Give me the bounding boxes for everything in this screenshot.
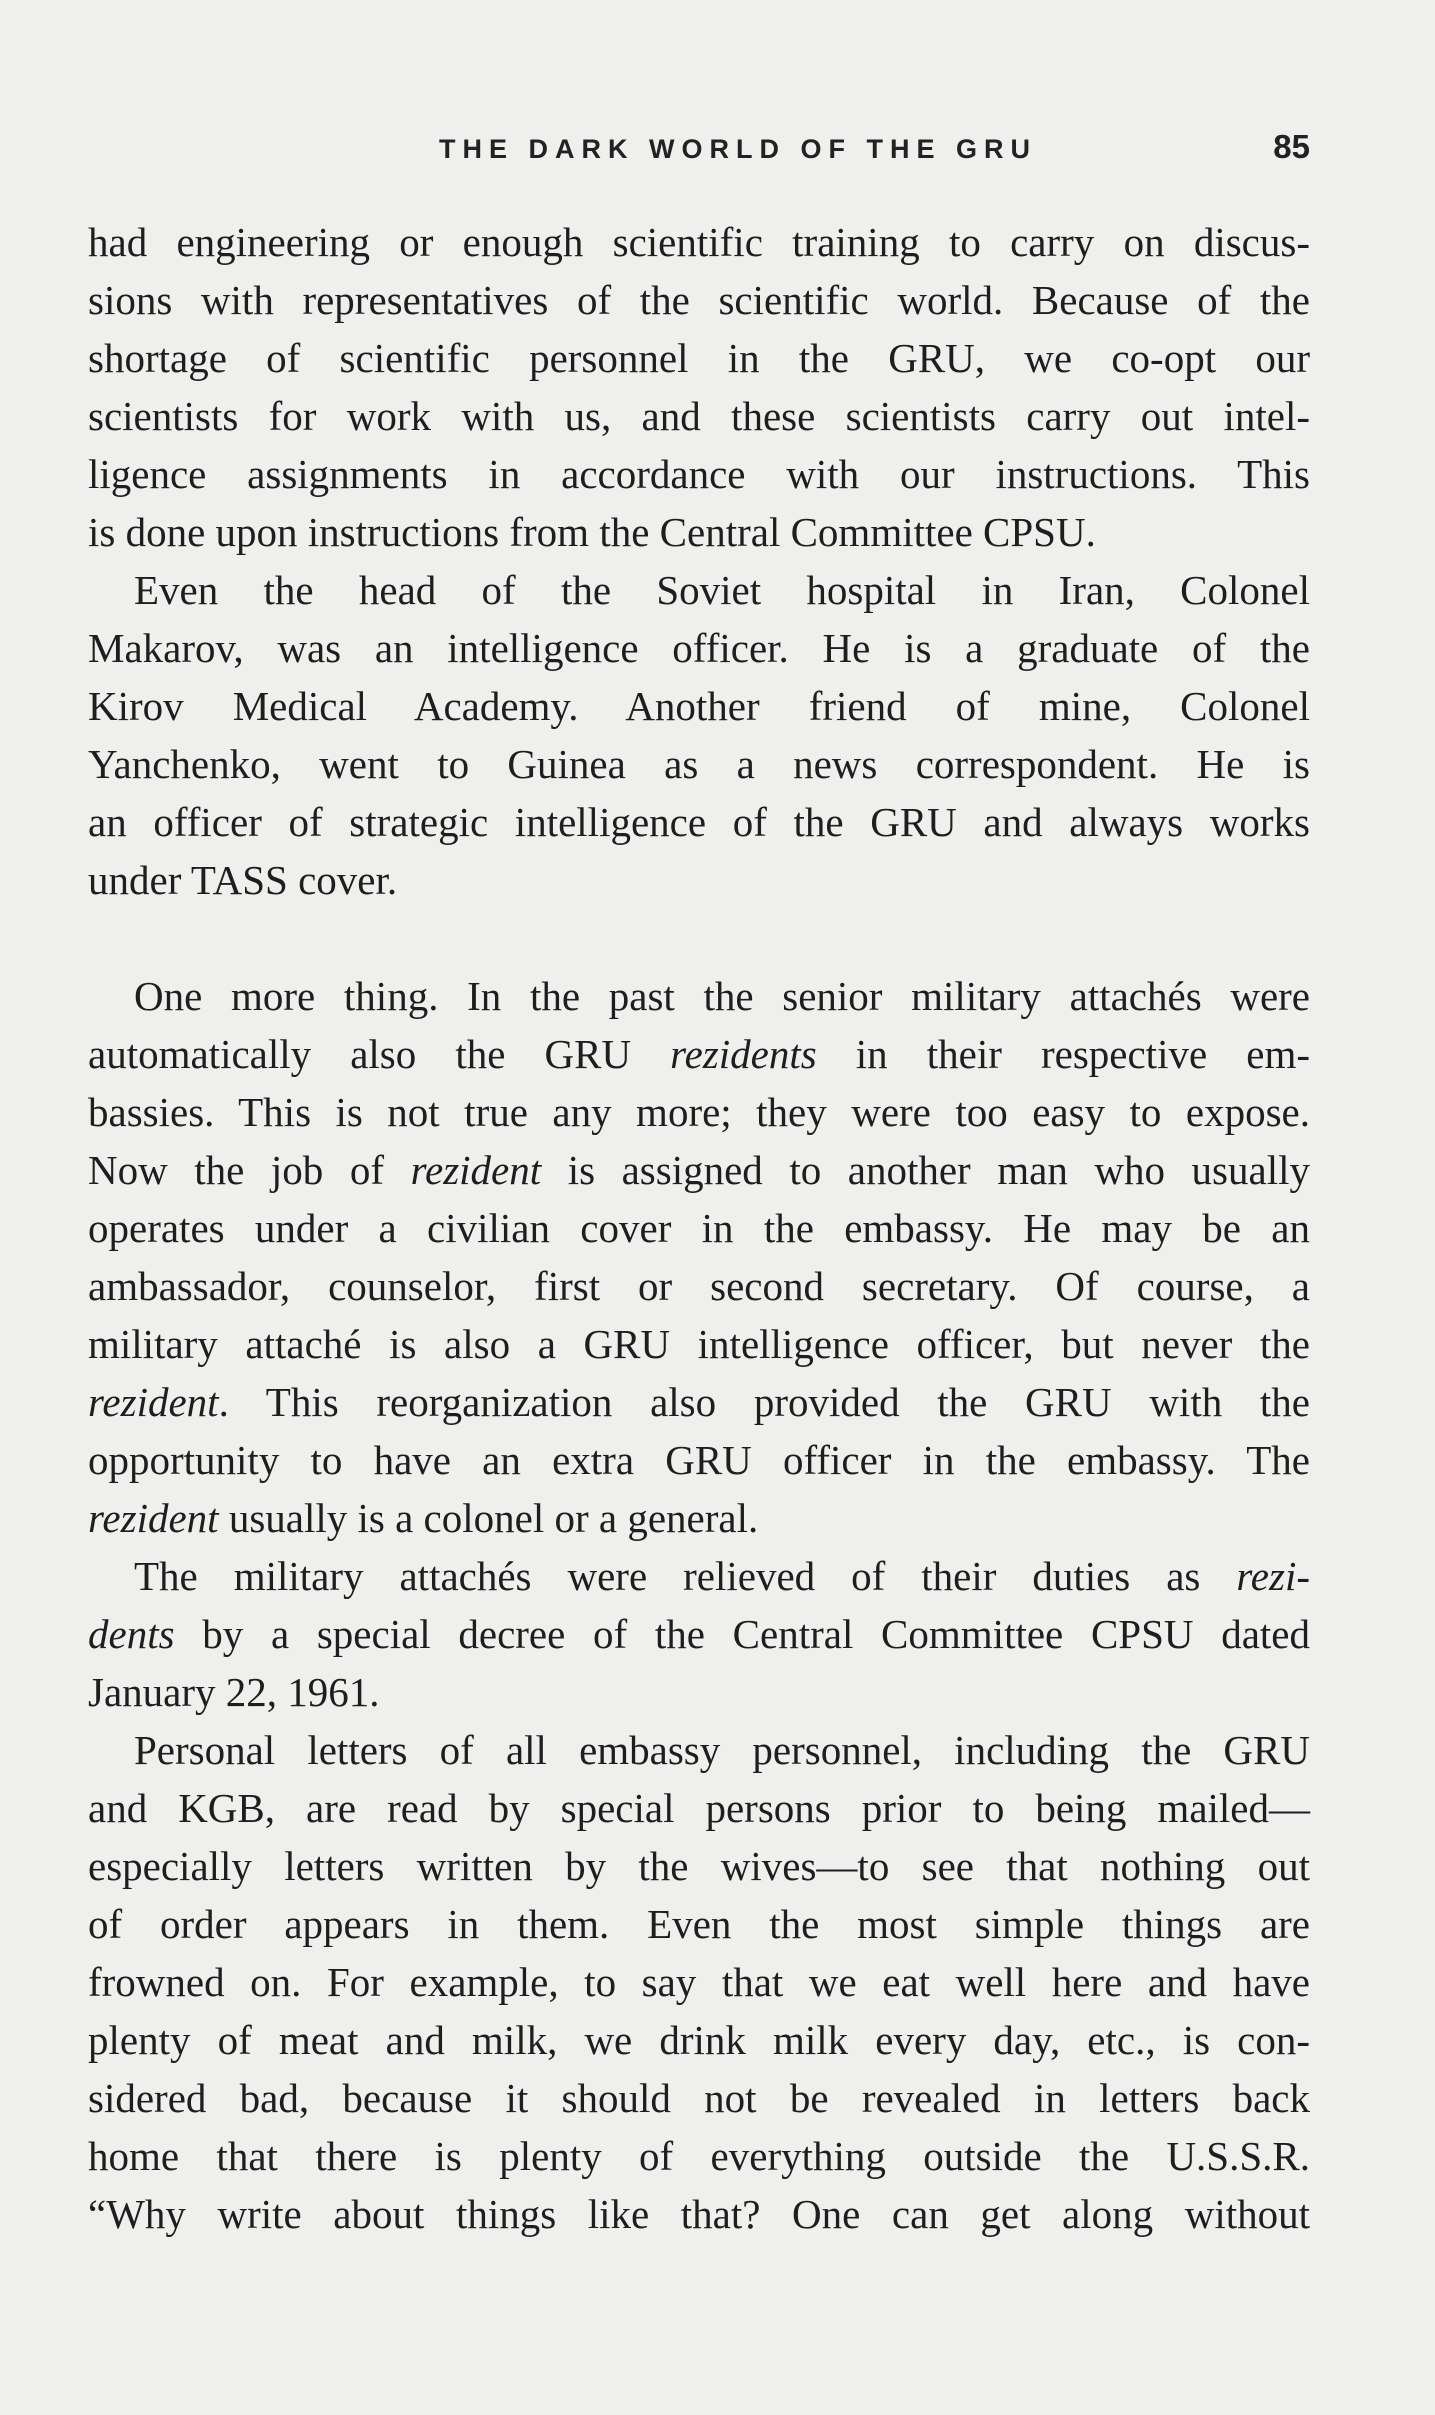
text-line bbox=[88, 1895, 1310, 1953]
italic-text: rezident bbox=[88, 1379, 219, 1425]
text-segment: home that there is plenty of everything outside the U.S.S.R. bbox=[88, 2133, 1310, 2179]
text-line bbox=[88, 387, 1310, 445]
text-line bbox=[88, 2011, 1310, 2069]
text-segment: in their respective em- bbox=[816, 1031, 1310, 1077]
text-line bbox=[88, 445, 1310, 503]
italic-text: dents bbox=[88, 1611, 175, 1657]
text-segment: scientists for work with us, and these scientists carry out intel- bbox=[88, 393, 1310, 439]
text-segment: January 22, 1961. bbox=[88, 1669, 380, 1715]
text-line bbox=[88, 793, 1310, 851]
text-line bbox=[88, 619, 1310, 677]
text-line bbox=[88, 1547, 1310, 1605]
text-line bbox=[88, 2127, 1310, 2185]
text-segment: usually is a colonel or a general. bbox=[218, 1495, 759, 1541]
paragraph-break bbox=[88, 909, 1310, 967]
text-segment: of order appears in them. Even the most simple things are bbox=[88, 1901, 1310, 1947]
text-line bbox=[88, 1257, 1310, 1315]
text-line bbox=[88, 1431, 1310, 1489]
text-segment: especially letters written by the wives—to see that nothing out bbox=[88, 1843, 1310, 1889]
text-segment: Makarov, was an intelligence officer. He is a graduate of the bbox=[88, 625, 1310, 671]
italic-text: rezident bbox=[88, 1495, 219, 1541]
text-line bbox=[88, 1141, 1310, 1199]
text-segment: Personal letters of all embassy personnel, including the GRU bbox=[134, 1727, 1310, 1773]
text-line bbox=[88, 1837, 1310, 1895]
italic-text: rezidents bbox=[670, 1031, 817, 1077]
text-segment: plenty of meat and milk, we drink milk every day, etc., is con- bbox=[88, 2017, 1310, 2063]
text-line bbox=[88, 561, 1310, 619]
text-line bbox=[88, 1373, 1310, 1431]
text-line bbox=[88, 1779, 1310, 1837]
text-segment: opportunity to have an extra GRU officer in the embassy. The bbox=[88, 1437, 1310, 1483]
running-title: THE DARK WORLD OF THE GRU bbox=[439, 134, 1037, 164]
text-line bbox=[88, 677, 1310, 735]
text-segment: shortage of scientific personnel in the GRU, we co-opt our bbox=[88, 335, 1310, 381]
text-segment: ambassador, counselor, first or second secretary. Of course, a bbox=[88, 1263, 1310, 1309]
text-segment: and KGB, are read by special persons prior to being mailed— bbox=[88, 1785, 1310, 1831]
text-line bbox=[88, 1953, 1310, 2011]
text-line bbox=[88, 735, 1310, 793]
text-segment: is assigned to another man who usually bbox=[541, 1147, 1310, 1193]
text-segment: The military attachés were relieved of their duties as bbox=[134, 1553, 1237, 1599]
text-segment: Even the head of the Soviet hospital in Iran, Colonel bbox=[134, 567, 1310, 613]
text-segment: frowned on. For example, to say that we eat well here and have bbox=[88, 1959, 1310, 2005]
text-segment: by a special decree of the Central Committee CPSU dated bbox=[174, 1611, 1310, 1657]
italic-text: rezident bbox=[410, 1147, 542, 1193]
text-line bbox=[88, 2069, 1310, 2127]
text-line bbox=[88, 503, 1310, 561]
text-line bbox=[88, 213, 1310, 271]
text-segment: . This reorganization also provided the GRU with the bbox=[218, 1379, 1310, 1425]
text-line bbox=[88, 271, 1310, 329]
text-line bbox=[88, 1489, 1310, 1547]
italic-text: rezi- bbox=[1236, 1553, 1310, 1599]
text-segment: “Why write about things like that? One can get along without bbox=[88, 2191, 1310, 2237]
text-line bbox=[88, 329, 1310, 387]
text-segment: One more thing. In the past the senior military attachés were bbox=[134, 973, 1310, 1019]
text-line bbox=[88, 1199, 1310, 1257]
text-segment: Yanchenko, went to Guinea as a news correspondent. He is bbox=[88, 741, 1310, 787]
page-number: 85 bbox=[1273, 128, 1310, 165]
text-segment: military attaché is also a GRU intelligence officer, but never the bbox=[88, 1321, 1310, 1367]
text-segment: sions with representatives of the scientific world. Because of the bbox=[88, 277, 1310, 323]
text-line bbox=[88, 1605, 1310, 1663]
text-segment: automatically also the GRU bbox=[88, 1031, 671, 1077]
text-segment: Kirov Medical Academy. Another friend of mine, Colonel bbox=[88, 683, 1310, 729]
text-segment: operates under a civilian cover in the embassy. He may be an bbox=[88, 1205, 1310, 1251]
body-text bbox=[88, 213, 1310, 2243]
page-header bbox=[88, 128, 1310, 174]
text-line bbox=[88, 851, 1310, 909]
text-segment: under TASS cover. bbox=[88, 857, 398, 903]
text-segment: had engineering or enough scientific training to carry on discus- bbox=[88, 219, 1310, 265]
text-line bbox=[88, 1663, 1310, 1721]
text-segment: bassies. This is not true any more; they were too easy to expose. bbox=[88, 1089, 1310, 1135]
text-line bbox=[88, 1083, 1310, 1141]
text-line bbox=[88, 1315, 1310, 1373]
text-segment: ligence assignments in accordance with our instructions. This bbox=[88, 451, 1310, 497]
text-line bbox=[88, 2185, 1310, 2243]
text-segment: Now the job of bbox=[88, 1147, 411, 1193]
text-line bbox=[88, 967, 1310, 1025]
text-line bbox=[88, 1025, 1310, 1083]
text-line bbox=[88, 1721, 1310, 1779]
text-segment: an officer of strategic intelligence of the GRU and always works bbox=[88, 799, 1310, 845]
text-segment: sidered bad, because it should not be revealed in letters back bbox=[88, 2075, 1310, 2121]
text-segment: is done upon instructions from the Central Committee CPSU. bbox=[88, 509, 1096, 555]
